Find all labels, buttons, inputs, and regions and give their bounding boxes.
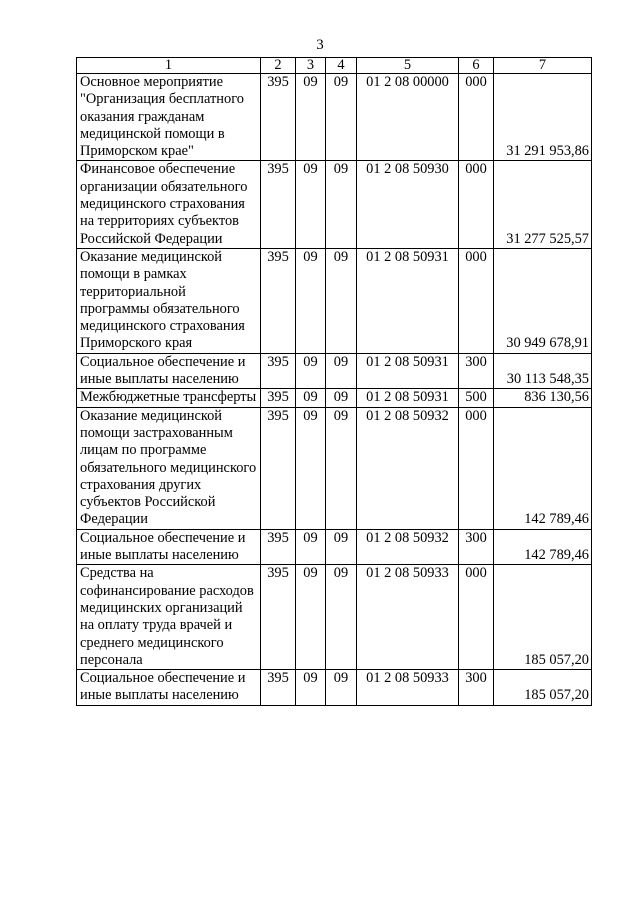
table-header-row: [77, 58, 592, 74]
row-sum: 31 291 953,86: [494, 74, 592, 161]
row-razdel: 09: [296, 74, 326, 161]
row-sum: 185 057,20: [494, 565, 592, 670]
row-podrazdel: 09: [326, 248, 357, 353]
column-header: 5: [357, 58, 459, 74]
row-name: Социальное обеспечение и иные выплаты населению: [77, 670, 261, 706]
row-podrazdel: 09: [326, 407, 357, 529]
column-header: 7: [494, 58, 592, 74]
row-sum: 142 789,46: [494, 529, 592, 565]
row-razdel: 09: [296, 248, 326, 353]
row-csr: 01 2 08 00000: [357, 74, 459, 161]
row-vr: 300: [459, 353, 494, 389]
row-sum: 30 113 548,35: [494, 353, 592, 389]
row-vr: 000: [459, 248, 494, 353]
row-csr: 01 2 08 50932: [357, 407, 459, 529]
row-grbs: 395: [261, 529, 296, 565]
row-csr: 01 2 08 50933: [357, 670, 459, 706]
row-podrazdel: 09: [326, 74, 357, 161]
row-grbs: 395: [261, 353, 296, 389]
row-sum: 185 057,20: [494, 670, 592, 706]
table-row: [77, 565, 592, 670]
column-header: 2: [261, 58, 296, 74]
row-sum: 836 130,56: [494, 389, 592, 407]
row-csr: 01 2 08 50931: [357, 353, 459, 389]
row-razdel: 09: [296, 353, 326, 389]
row-name: Оказание медицинской помощи в рамках территориальной программы обязательного медицинского страхования Приморского края: [77, 248, 261, 353]
row-csr: 01 2 08 50933: [357, 565, 459, 670]
page-number: 3: [316, 37, 324, 53]
row-sum: 142 789,46: [494, 407, 592, 529]
row-podrazdel: 09: [326, 389, 357, 407]
row-sum: 31 277 525,57: [494, 161, 592, 248]
row-csr: 01 2 08 50931: [357, 389, 459, 407]
column-header: 1: [77, 58, 261, 74]
row-csr: 01 2 08 50931: [357, 248, 459, 353]
row-razdel: 09: [296, 389, 326, 407]
row-name: Основное мероприятие "Организация бесплатного оказания гражданам медицинской помощи в Приморском крае": [77, 74, 261, 161]
row-podrazdel: 09: [326, 161, 357, 248]
row-razdel: 09: [296, 529, 326, 565]
row-podrazdel: 09: [326, 353, 357, 389]
row-podrazdel: 09: [326, 529, 357, 565]
table-row: [77, 389, 592, 407]
row-vr: 000: [459, 161, 494, 248]
row-razdel: 09: [296, 161, 326, 248]
row-grbs: 395: [261, 161, 296, 248]
row-vr: 300: [459, 670, 494, 706]
row-vr: 000: [459, 74, 494, 161]
row-grbs: 395: [261, 670, 296, 706]
row-grbs: 395: [261, 248, 296, 353]
budget-table: [76, 57, 592, 706]
row-podrazdel: 09: [326, 565, 357, 670]
row-vr: 500: [459, 389, 494, 407]
table-row: [77, 407, 592, 529]
row-name: Средства на софинансирование расходов медицинских организаций на оплату труда врачей и среднего медицинского персонала: [77, 565, 261, 670]
row-razdel: 09: [296, 670, 326, 706]
row-csr: 01 2 08 50930: [357, 161, 459, 248]
table-row: [77, 161, 592, 248]
table-row: [77, 670, 592, 706]
row-vr: 300: [459, 529, 494, 565]
row-name: Финансовое обеспечение организации обязательного медицинского страхования на территориях субъектов Российской Федерации: [77, 161, 261, 248]
row-razdel: 09: [296, 407, 326, 529]
row-csr: 01 2 08 50932: [357, 529, 459, 565]
row-sum: 30 949 678,91: [494, 248, 592, 353]
row-name: Оказание медицинской помощи застрахованным лицам по программе обязательного медицинского страхования других субъектов Российской Федерации: [77, 407, 261, 529]
row-grbs: 395: [261, 407, 296, 529]
row-grbs: 395: [261, 74, 296, 161]
row-razdel: 09: [296, 565, 326, 670]
row-grbs: 395: [261, 565, 296, 670]
row-vr: 000: [459, 407, 494, 529]
row-name: Социальное обеспечение и иные выплаты населению: [77, 353, 261, 389]
column-header: 3: [296, 58, 326, 74]
row-name: Социальное обеспечение и иные выплаты населению: [77, 529, 261, 565]
table-row: [77, 529, 592, 565]
table-row: [77, 248, 592, 353]
row-grbs: 395: [261, 389, 296, 407]
column-header: 6: [459, 58, 494, 74]
column-header: 4: [326, 58, 357, 74]
table-row: [77, 353, 592, 389]
table-row: [77, 74, 592, 161]
row-name: Межбюджетные трансферты: [77, 389, 261, 407]
row-podrazdel: 09: [326, 670, 357, 706]
row-vr: 000: [459, 565, 494, 670]
